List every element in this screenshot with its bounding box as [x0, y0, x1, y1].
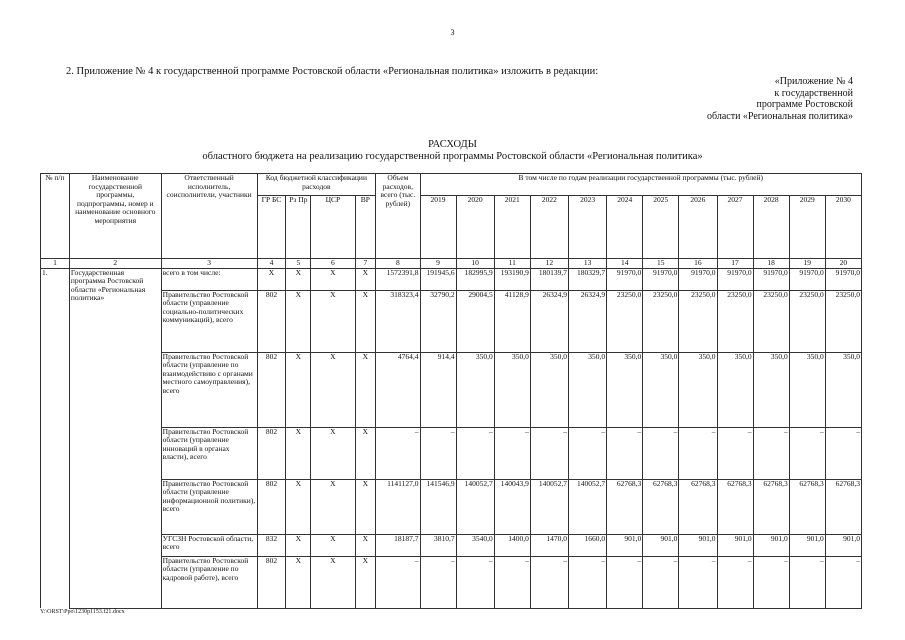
column-number: 7	[355, 259, 376, 269]
page-number: 3	[450, 28, 455, 37]
year-value-cell: –	[643, 556, 679, 608]
header-years-group: В том числе по годам реализации государственной программы (тыс. рублей)	[420, 174, 862, 196]
appendix-line: «Приложение № 4	[774, 76, 853, 87]
header-year: 2026	[679, 196, 717, 259]
year-value-cell: 350,0	[494, 352, 530, 427]
year-value-cell: 1400,0	[494, 534, 530, 556]
year-value-cell: 182995,9	[456, 268, 494, 290]
year-value-cell: –	[607, 556, 643, 608]
year-value-cell: 3810,7	[420, 534, 456, 556]
year-value-cell: –	[420, 427, 456, 479]
executor-cell: Правительство Ростовской области (управление по кадровой работе), всего	[161, 556, 257, 608]
year-value-cell: –	[569, 556, 607, 608]
column-number: 19	[789, 259, 825, 269]
column-number: 17	[717, 259, 753, 269]
year-value-cell: 350,0	[825, 352, 861, 427]
year-value-cell: 191945,6	[420, 268, 456, 290]
vr-cell: Х	[355, 534, 376, 556]
year-value-cell: –	[753, 427, 789, 479]
csr-cell: Х	[311, 352, 355, 427]
rzpr-cell: Х	[286, 556, 311, 608]
year-value-cell: 91970,0	[679, 268, 717, 290]
csr-cell: Х	[311, 556, 355, 608]
executor-cell: Правительство Ростовской области (управление инноваций в органах власти), всего	[161, 427, 257, 479]
column-number: 9	[420, 259, 456, 269]
grbs-cell: 802	[257, 479, 286, 534]
executor-cell: Правительство Ростовской области (управление по взаимодействию с органами местного самоуправления), всего	[161, 352, 257, 427]
header-vr: ВР	[355, 196, 376, 259]
year-value-cell: –	[607, 427, 643, 479]
year-value-cell: 901,0	[679, 534, 717, 556]
column-number: 2	[69, 259, 161, 269]
column-number: 15	[643, 259, 679, 269]
heading-subtitle: областного бюджета на реализацию государственной программы Ростовской области «Региональная политика»	[202, 151, 703, 162]
year-value-cell: –	[456, 556, 494, 608]
header-csr: ЦСР	[311, 196, 355, 259]
year-value-cell: –	[643, 427, 679, 479]
year-value-cell: 62768,3	[679, 479, 717, 534]
column-number: 14	[607, 259, 643, 269]
appendix-line: области «Региональная политика»	[707, 110, 853, 122]
table-row	[41, 427, 862, 479]
column-number: 3	[161, 259, 257, 269]
year-value-cell: 901,0	[643, 534, 679, 556]
header-year: 2025	[643, 196, 679, 259]
year-value-cell: 23250,0	[643, 290, 679, 352]
header-budget-code: Код бюджетной классификации расходов	[257, 174, 376, 196]
grbs-cell: 802	[257, 556, 286, 608]
table-row	[41, 479, 862, 534]
year-value-cell: 23250,0	[825, 290, 861, 352]
year-value-cell: 23250,0	[607, 290, 643, 352]
year-value-cell: 901,0	[825, 534, 861, 556]
year-value-cell: –	[825, 556, 861, 608]
year-value-cell: –	[789, 556, 825, 608]
year-value-cell: 41128,9	[494, 290, 530, 352]
year-value-cell: 91970,0	[753, 268, 789, 290]
csr-cell: Х	[311, 268, 355, 290]
year-value-cell: 140043,9	[494, 479, 530, 534]
year-value-cell: 23250,0	[789, 290, 825, 352]
header-year: 2019	[420, 196, 456, 259]
total-cell: 1572391,8	[376, 268, 420, 290]
year-value-cell: –	[420, 556, 456, 608]
table-row	[41, 534, 862, 556]
year-value-cell: –	[717, 427, 753, 479]
executor-cell: Правительство Ростовской области (управление информационной политики), всего	[161, 479, 257, 534]
year-value-cell: 914,4	[420, 352, 456, 427]
year-value-cell: 140052,7	[456, 479, 494, 534]
header-year: 2028	[753, 196, 789, 259]
appendix-line: программе Ростовской	[756, 99, 853, 110]
table-heading	[0, 139, 905, 163]
csr-cell: Х	[311, 534, 355, 556]
year-value-cell: –	[456, 427, 494, 479]
appendix-caption	[707, 76, 853, 122]
year-value-cell: 23250,0	[679, 290, 717, 352]
year-value-cell: 350,0	[789, 352, 825, 427]
column-number: 20	[825, 259, 861, 269]
year-value-cell: 350,0	[643, 352, 679, 427]
year-value-cell: –	[717, 556, 753, 608]
year-value-cell: 23250,0	[753, 290, 789, 352]
year-value-cell: 350,0	[607, 352, 643, 427]
year-value-cell: 1470,0	[530, 534, 568, 556]
grbs-cell: 802	[257, 427, 286, 479]
header-year: 2022	[530, 196, 568, 259]
table-row	[41, 556, 862, 608]
header-year: 2021	[494, 196, 530, 259]
csr-cell: Х	[311, 427, 355, 479]
year-value-cell: 62768,3	[607, 479, 643, 534]
item-number: 1.	[41, 268, 70, 608]
header-year: 2023	[569, 196, 607, 259]
column-number: 11	[494, 259, 530, 269]
column-number: 16	[679, 259, 717, 269]
year-value-cell: 26324,9	[530, 290, 568, 352]
year-value-cell: 32790,2	[420, 290, 456, 352]
year-value-cell: 23250,0	[717, 290, 753, 352]
rzpr-cell: Х	[286, 352, 311, 427]
program-name: Государственная программа Ростовской области «Региональная политика»	[69, 268, 161, 608]
header-year: 2024	[607, 196, 643, 259]
year-value-cell: 62768,3	[825, 479, 861, 534]
header-year: 2029	[789, 196, 825, 259]
year-value-cell: 901,0	[717, 534, 753, 556]
year-value-cell: 3540,0	[456, 534, 494, 556]
year-value-cell: 180329,7	[569, 268, 607, 290]
column-number: 12	[530, 259, 568, 269]
year-value-cell: 91970,0	[789, 268, 825, 290]
grbs-cell: Х	[257, 268, 286, 290]
header-rzpr: Рз Пр	[286, 196, 311, 259]
header-year: 2027	[717, 196, 753, 259]
total-cell: –	[376, 556, 420, 608]
header-grbs: ГР БС	[257, 196, 286, 259]
year-value-cell: –	[494, 556, 530, 608]
year-value-cell: –	[569, 427, 607, 479]
year-value-cell: 901,0	[753, 534, 789, 556]
header-num: № п/п	[41, 174, 70, 259]
year-value-cell: 350,0	[569, 352, 607, 427]
vr-cell: Х	[355, 556, 376, 608]
table-row	[41, 268, 862, 290]
year-value-cell: 62768,3	[789, 479, 825, 534]
vr-cell: Х	[355, 479, 376, 534]
year-value-cell: 350,0	[679, 352, 717, 427]
grbs-cell: 802	[257, 290, 286, 352]
column-number: 6	[311, 259, 355, 269]
header-executor: Ответственный исполнитель, соисполнители, участники	[161, 174, 257, 259]
grbs-cell: 832	[257, 534, 286, 556]
vr-cell: Х	[355, 427, 376, 479]
appendix-line: к государственной	[774, 87, 853, 99]
total-cell: –	[376, 427, 420, 479]
year-value-cell: 350,0	[456, 352, 494, 427]
table-row	[41, 290, 862, 352]
expenses-table	[40, 173, 862, 609]
column-number: 4	[257, 259, 286, 269]
rzpr-cell: Х	[286, 268, 311, 290]
year-value-cell: 180139,7	[530, 268, 568, 290]
year-value-cell: –	[530, 556, 568, 608]
year-value-cell: 91970,0	[607, 268, 643, 290]
year-value-cell: –	[530, 427, 568, 479]
year-value-cell: 91970,0	[643, 268, 679, 290]
executor-cell: УГСЗН Ростовской области, всего	[161, 534, 257, 556]
vr-cell: Х	[355, 290, 376, 352]
rzpr-cell: Х	[286, 427, 311, 479]
heading-title: РАСХОДЫ	[428, 139, 477, 150]
year-value-cell: 62768,3	[753, 479, 789, 534]
year-value-cell: 26324,9	[569, 290, 607, 352]
column-number: 18	[753, 259, 789, 269]
year-value-cell: 140052,7	[530, 479, 568, 534]
rzpr-cell: Х	[286, 290, 311, 352]
year-value-cell: 29004,5	[456, 290, 494, 352]
intro-text: 2. Приложение № 4 к государственной программе Ростовской области «Региональная политика» изложить в редакции:	[66, 66, 599, 77]
executor-cell: всего в том числе:	[161, 268, 257, 290]
column-number: 13	[569, 259, 607, 269]
year-value-cell: 140052,7	[569, 479, 607, 534]
executor-cell: Правительство Ростовской области (управление социально-политических коммуникаций), всего	[161, 290, 257, 352]
year-value-cell: –	[494, 427, 530, 479]
year-value-cell: 193190,9	[494, 268, 530, 290]
total-cell: 4764,4	[376, 352, 420, 427]
total-cell: 318323,4	[376, 290, 420, 352]
year-value-cell: –	[825, 427, 861, 479]
year-value-cell: 901,0	[607, 534, 643, 556]
year-value-cell: 62768,3	[643, 479, 679, 534]
column-number: 8	[376, 259, 420, 269]
year-value-cell: –	[679, 556, 717, 608]
header-year: 2020	[456, 196, 494, 259]
year-value-cell: 62768,3	[717, 479, 753, 534]
year-value-cell: 91970,0	[825, 268, 861, 290]
year-value-cell: –	[753, 556, 789, 608]
header-total: Объем расходов, всего (тыс. рублей)	[376, 174, 420, 259]
table-row	[41, 352, 862, 427]
total-cell: 18187,7	[376, 534, 420, 556]
year-value-cell: 901,0	[789, 534, 825, 556]
rzpr-cell: Х	[286, 534, 311, 556]
year-value-cell: –	[679, 427, 717, 479]
year-value-cell: 350,0	[530, 352, 568, 427]
year-value-cell: 1660,0	[569, 534, 607, 556]
year-value-cell: 350,0	[753, 352, 789, 427]
rzpr-cell: Х	[286, 479, 311, 534]
file-path: Y:\ORST\Ppo\1230p1153.f21.docx	[40, 609, 125, 615]
header-name: Наименование государственной программы, подпрограммы, номер и наименование основного мероприятия	[69, 174, 161, 259]
header-year: 2030	[825, 196, 861, 259]
column-number: 10	[456, 259, 494, 269]
vr-cell: Х	[355, 268, 376, 290]
csr-cell: Х	[311, 479, 355, 534]
vr-cell: Х	[355, 352, 376, 427]
year-value-cell: 91970,0	[717, 268, 753, 290]
column-number: 1	[41, 259, 70, 269]
grbs-cell: 802	[257, 352, 286, 427]
year-value-cell: 141546,9	[420, 479, 456, 534]
column-number: 5	[286, 259, 311, 269]
total-cell: 1141127,0	[376, 479, 420, 534]
year-value-cell: 350,0	[717, 352, 753, 427]
csr-cell: Х	[311, 290, 355, 352]
year-value-cell: –	[789, 427, 825, 479]
